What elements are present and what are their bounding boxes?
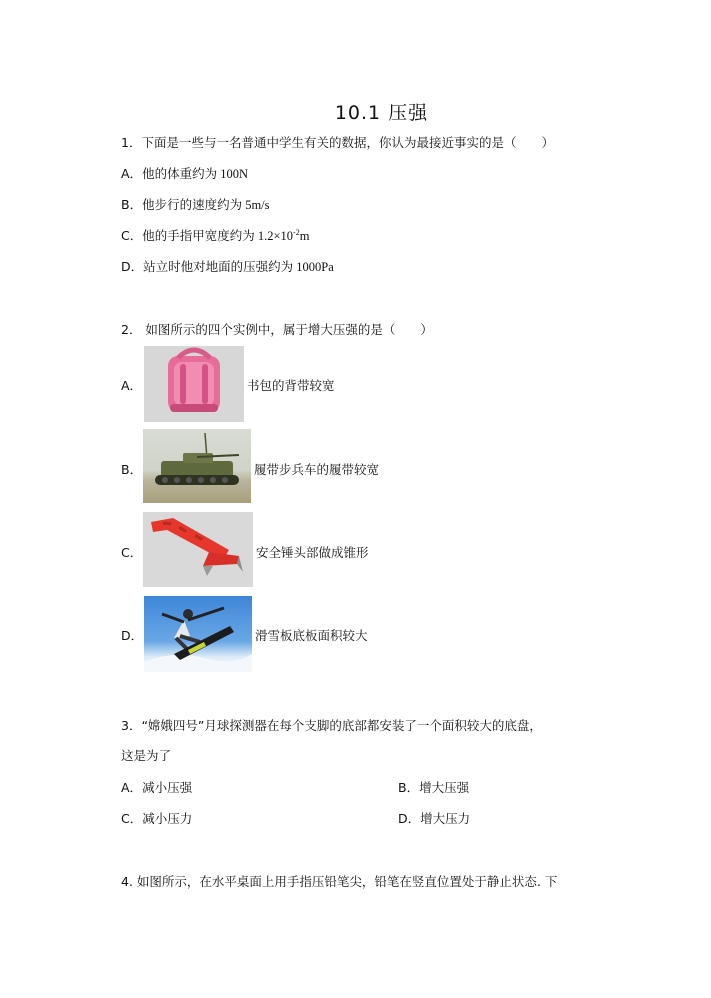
option-label: A．	[121, 780, 143, 795]
option-label: D．	[121, 259, 144, 274]
q2-option-c-text: 安全锤头部做成锥形	[256, 545, 369, 560]
option-text: 他的手指甲宽度约为 1.2×10	[142, 229, 294, 243]
q2-option-a-label: A．	[121, 378, 143, 393]
question-2-stem: 2． 如图所示的四个实例中，属于增大压强的是（ ）	[121, 322, 433, 337]
backpack-icon	[144, 346, 244, 422]
q2-option-a-text: 书包的背带较宽	[247, 378, 335, 393]
safety-hammer-image	[143, 512, 253, 587]
option-text: 站立时他对地面的压强约为 1000Pa	[143, 260, 334, 274]
backpack-image	[144, 346, 244, 422]
option-text: 他的体重约为 100N	[142, 167, 248, 181]
q3-option-b	[398, 778, 469, 796]
q2-option-b-text: 履带步兵车的履带较宽	[254, 462, 380, 477]
hammer-icon	[143, 512, 253, 587]
q3-option-c	[121, 809, 192, 827]
question-3-stem-line-2: 这是为了	[121, 748, 172, 763]
q1-option-a	[121, 164, 248, 182]
q1-option-b	[121, 195, 270, 213]
option-exponent: -2	[293, 227, 300, 237]
q2-option-b-label: B．	[121, 462, 143, 477]
q2-option-c-label: C．	[121, 545, 143, 560]
q2-option-d-text: 滑雪板底板面积较大	[255, 628, 368, 643]
option-label: A．	[121, 166, 143, 181]
tank-icon	[143, 429, 251, 503]
option-label: B．	[121, 197, 143, 212]
q1-option-d	[121, 257, 334, 275]
option-label: D．	[398, 811, 421, 826]
page-title: 10.1 压强	[334, 102, 429, 124]
q1-option-c	[121, 226, 309, 244]
q3-option-d	[398, 809, 470, 827]
option-unit: m	[299, 229, 310, 243]
option-label: C．	[121, 228, 143, 243]
question-4-stem: 4. 如图所示，在水平桌面上用手指压铅笔尖，铅笔在竖直位置处于静止状态. 下	[121, 874, 558, 889]
option-label: C．	[121, 811, 143, 826]
snowboarder-icon	[144, 596, 252, 672]
q3-option-a	[121, 778, 192, 796]
option-text: 减小压力	[142, 811, 193, 826]
question-3-stem-line-1: 3．“嫦娥四号”月球探测器在每个支脚的底部都安装了一个面积较大的底盘，	[121, 718, 542, 733]
option-text: 他步行的速度约为 5m/s	[142, 198, 270, 212]
tank-image	[143, 429, 251, 503]
option-text: 增大压力	[420, 811, 471, 826]
option-label: B．	[398, 780, 420, 795]
option-text: 增大压强	[419, 780, 470, 795]
option-text: 减小压强	[142, 780, 193, 795]
snowboarder-image	[144, 596, 252, 672]
q2-option-d-label: D．	[121, 628, 144, 643]
question-1-stem: 1．下面是一些与一名普通中学生有关的数据，你认为最接近事实的是（ ）	[121, 135, 554, 150]
